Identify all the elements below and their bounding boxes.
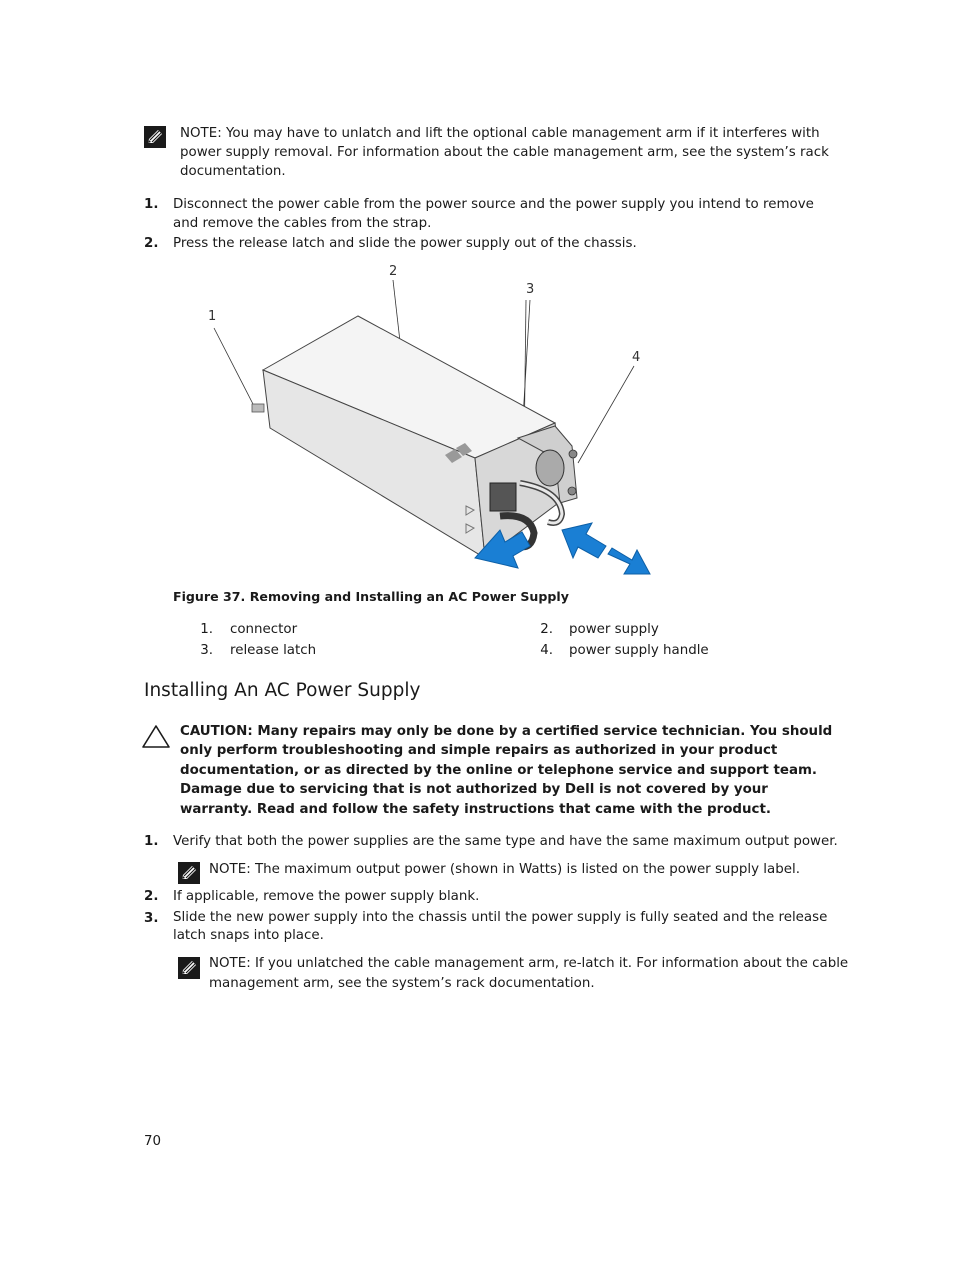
legend-number: 1.: [200, 622, 213, 637]
callout-2: 2: [389, 264, 398, 279]
callout-3: 3: [526, 282, 535, 297]
figure-caption: Figure 37. Removing and Installing an AC Power Supply: [173, 589, 569, 604]
step-text: Verify that both the power supplies are the same type and have the same maximum output power.: [173, 834, 838, 849]
callout-4: 4: [632, 350, 641, 365]
note-body: The maximum output power (shown in Watts) is listed on the power supply label.: [250, 862, 800, 877]
note-pencil-icon: [178, 957, 200, 979]
step-text: If applicable, remove the power supply blank.: [173, 889, 480, 904]
legend-label: release latch: [230, 643, 317, 658]
step-number: 2.: [144, 236, 159, 251]
note-text: [209, 954, 849, 994]
legend-number: 4.: [540, 643, 553, 658]
note-text: [180, 124, 830, 181]
caution-triangle-icon: [142, 724, 170, 754]
step-number: 1.: [144, 197, 159, 212]
note-label: NOTE:: [209, 956, 251, 971]
step-number: 2.: [144, 889, 159, 904]
legend-number: 3.: [200, 643, 213, 658]
step-number: 3.: [144, 911, 159, 926]
step-text: Slide the new power supply into the chassis until the power supply is fully seated and the release latch snaps into place.: [173, 910, 828, 943]
note-body: You may have to unlatch and lift the optional cable management arm if it interferes with power supply removal. For information about the cable management arm, see the system’s rack documentation.: [180, 126, 829, 179]
note-pencil-icon: [144, 126, 166, 148]
power-supply-illustration: [200, 258, 670, 584]
legend-number: 2.: [540, 622, 553, 637]
caution-text: CAUTION: Many repairs may only be done by a certified service technician. You should only perform troubleshooting and simple repairs as authorized in your product documentation, or as directed by the online or telephone service and support team. Damage due to servicing that is not authorized by Dell is not covered by your warranty. Read and follow the safety instructions that came with the product.: [180, 724, 833, 817]
section-heading: Installing An AC Power Supply: [144, 680, 421, 701]
legend-label: connector: [230, 622, 298, 637]
legend-label: power supply handle: [569, 643, 709, 658]
step-number: 1.: [144, 834, 159, 849]
step-text: Press the release latch and slide the power supply out of the chassis.: [173, 236, 637, 251]
note-label: NOTE:: [180, 126, 222, 141]
note-pencil-icon: [178, 862, 200, 884]
step-text: Disconnect the power cable from the power source and the power supply you intend to remove and remove the cables from the strap.: [173, 197, 814, 231]
callout-1: 1: [208, 309, 217, 324]
note-label: NOTE:: [209, 862, 251, 877]
note-body: If you unlatched the cable management arm, re-latch it. For information about the cable management arm, see the system’s rack documentation.: [209, 956, 849, 991]
note-text: [209, 860, 839, 879]
legend-label: power supply: [569, 622, 659, 637]
page-number: 70: [144, 1134, 162, 1149]
